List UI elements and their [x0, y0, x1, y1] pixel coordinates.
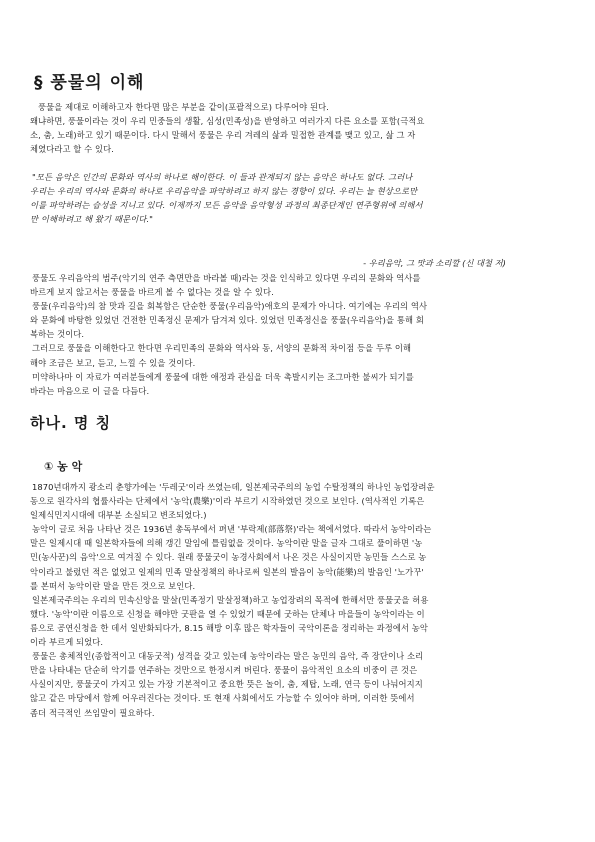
intro-paragraph	[30, 100, 569, 156]
quote-line: 우리는 우리의 역사와 문화의 하나로 우리음악을 파악하려고 하지 않는 경향이 있다. 우리는 늘 현상으로만	[30, 186, 418, 197]
text-line: 했다. '농악'이란 이름으로 신청을 해야만 굿판을 열 수 있었기 때문에 굿하는 단체나 마을들이 농악이라는 이	[30, 608, 425, 619]
text-line: 악이라고 불렀던 적은 없었고 일제의 민족 말살정책의 하나로써 일본의 발음이 농악(能樂)의 발음인 '노가꾸'	[30, 566, 424, 577]
text-line: 동으로 원각사의 협률사라는 단체에서 '농악(農樂)'이라 부르기 시작하였던 것으로 보인다. (역사적인 기록은	[30, 496, 425, 507]
text-line: 1870년대까지 광소리 춘향가에는 '두레굿'이라 쓰였는데, 일본제국주의의 농업 수탈정책의 하나인 농업장려운	[32, 482, 435, 492]
nongak-paragraph	[30, 480, 569, 720]
text-line: 왜냐하면, 풍물이라는 것이 우리 민중들의 생활, 심성(민족성)을 반영하고 여러가지 다른 요소를 포함(극적요	[30, 116, 425, 127]
text-line: 해야 조금은 보고, 듣고, 느낄 수 있을 것이다.	[30, 357, 196, 368]
quote-line: "모든 음악은 인간의 문화와 역사의 하나로 해이한다. 이 들과 관계되지 않는 음악은 하나도 없다. 그러나	[32, 172, 413, 182]
text-line: 풍물도 우리음악의 범주(악기의 연주 측면만을 바라볼 때)라는 것을 인식하고 있다면 우리의 문화와 역사를	[32, 273, 421, 283]
text-line: 체였다라고 할 수 있다.	[30, 144, 114, 155]
text-line: 일본제국주의는 우리의 민속신앙을 말살(민족정기 말살정책)하고 농업장려의 목적에 한해서만 풍물굿을 허용	[32, 594, 429, 605]
quote-source: - 우리음악, 그 맛과 소리깔 (신 대철 저)	[363, 258, 506, 268]
text-line: 농악이 글로 처음 나타난 것은 1936년 총독부에서 펴낸 '부락제(部落祭)'라는 책에서였다. 따라서 농악이라는	[32, 524, 432, 535]
text-line: 풍물을 제대로 이해하고자 한다면 많은 부분을 같이(포괄적으로) 다루어야 된다.	[38, 102, 329, 112]
text-line: 좀더 적극적인 쓰임말이 필요하다.	[30, 707, 155, 718]
subsection-title: ① 농 악	[44, 460, 83, 473]
body-paragraph	[30, 271, 569, 398]
text-line: 름으로 공연신청을 한 데서 일반화되다가, 8.15 해방 이후 많은 학자들이 국악이론을 정리하는 과정에서 농악	[30, 622, 429, 633]
text-line: 바르게 보지 않고서는 풍물을 바르게 볼 수 없다는 것을 알 수 있다.	[30, 287, 274, 298]
text-line: 와 문화에 바탕한 있었던 건전한 민족정신 문제가 담겨져 있다. 있었던 민족정신을 풍물(우리음악)을 통해 회	[30, 315, 424, 326]
chapter-title: 하나. 명 칭	[30, 414, 112, 432]
text-line: 미약하나마 이 자료가 여러분들에게 풍물에 대한 애정과 관심을 더욱 촉발시키는 조그마한 불씨가 되기를	[32, 371, 414, 382]
text-line: 이라 부르게 되었다.	[30, 637, 104, 648]
text-line: 일제식민지시대에 대부분 소실되고 변조되었다.)	[30, 510, 207, 521]
text-line: 풍물(우리음악)의 참 맛과 길을 회복함은 단순한 풍물(우리음악)애호의 문제가 아니다. 여기에는 우리의 역사	[32, 301, 428, 312]
quote-block	[30, 170, 569, 226]
text-line: 않고 같은 마당에서 함께 어우러진다는 것이다. 또 현재 사회에서도 가능할 수 있어야 하며, 이러한 뜻에서	[30, 693, 415, 704]
text-line: 사실이지만, 풍물굿이 가지고 있는 가장 기본적이고 중요한 뜻은 놀이, 춤, 제탑, 노래, 연극 등이 나눠어지지	[30, 679, 423, 690]
text-line: 를 본떠서 농악이란 말을 만든 것으로 보인다.	[30, 580, 196, 591]
quote-line: 만 이해하려고 해 왔기 때문이다."	[30, 214, 154, 225]
text-line: 풍물은 총체적인(종합적이고 대동굿적) 성격을 갖고 있는데 농악이라는 말은 농민의 음악, 즉 장단이나 소리	[32, 651, 424, 662]
text-line: 복하는 것이다.	[30, 329, 85, 340]
text-line: 소, 춤, 노래)하고 있기 때문이다. 다시 말해서 풍물은 우리 겨레의 삶과 밀접한 관계를 맺고 있고, 삶 그 자	[30, 130, 416, 141]
text-line: 민(농사꾼)의 음악'으로 여겨질 수 있다. 원래 풍물굿이 농경사회에서 나온 것은 사실이지만 농민들 스스로 농	[30, 552, 427, 563]
section-title: § 풍물의 이해	[34, 73, 145, 93]
text-line: 말은 일제시대 때 일본학자들에 의해 갱긴 말임에 틀림없을 것이다. 농악이란 말을 글자 그대로 풀이하면 '농	[30, 538, 423, 549]
text-line: 바라는 마음으로 이 글을 다듬다.	[30, 385, 150, 396]
text-line: 만을 나타내는 단순히 악기를 연주하는 것만으로 한정시켜 버린다. 풍물이 음악적인 요소의 비중이 큰 것은	[30, 665, 418, 676]
quote-line: 이를 파악하려는 습성을 지니고 있다. 이제까지 모든 음악을 음악형성 과정의 최종단계인 연주형위에 의해서	[30, 200, 423, 211]
text-line: 그러므로 풍물을 이해한다고 한다면 우리민족의 문화와 역사와 동, 서양의 문화적 차이점 등을 두루 이해	[32, 343, 412, 354]
